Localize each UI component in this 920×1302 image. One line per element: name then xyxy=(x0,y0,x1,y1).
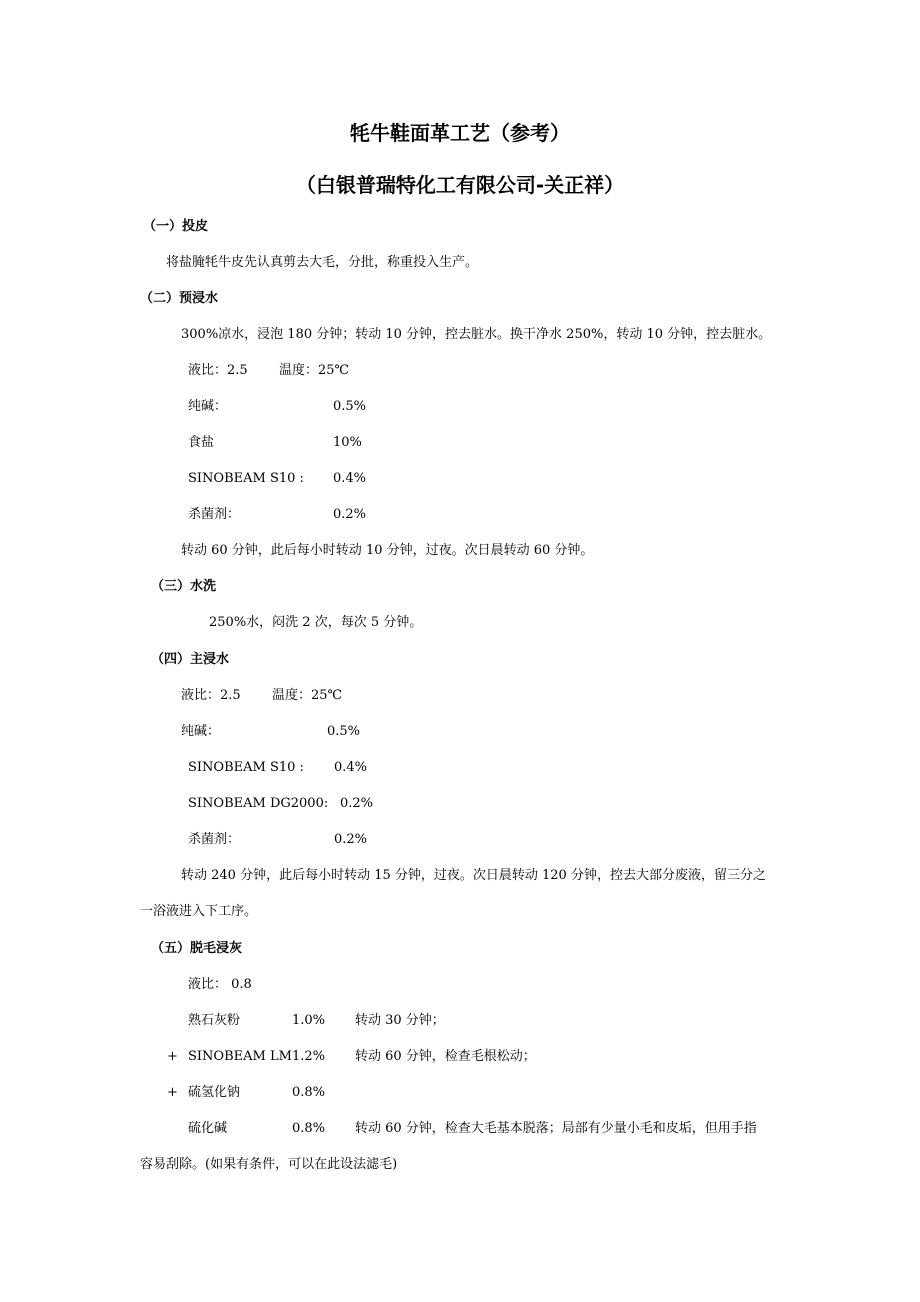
section-2-row-name: 食盐 xyxy=(188,435,215,450)
document-subtitle: （白银普瑞特化工有限公司-关正祥） xyxy=(295,173,625,197)
section-1-text: 将盐腌牦牛皮先认真剪去大毛，分批，称重投入生产。 xyxy=(166,255,479,270)
section-5-row-value: 1.0% xyxy=(292,1013,326,1028)
section-2-temperature: 温度：25℃ xyxy=(279,363,350,378)
section-5-row-name: SINOBEAM LM xyxy=(188,1049,292,1064)
section-5-row-note: 转动 60 分钟，检查大毛基本脱落；局部有少量小毛和皮垢，但用手指 xyxy=(355,1121,757,1136)
section-2-row-value: 0.5% xyxy=(333,399,367,414)
section-5-outro: 容易刮除。(如果有条件，可以在此设法滤毛) xyxy=(140,1157,398,1172)
section-5-row-prefix: + xyxy=(167,1085,178,1100)
section-5-ratio: 液比： 0.8 xyxy=(188,977,252,992)
section-2-outro: 转动 60 分钟，此后每小时转动 10 分钟，过夜。次日晨转动 60 分钟。 xyxy=(181,543,594,558)
section-heading-5: （五）脱毛浸灰 xyxy=(151,941,243,956)
section-heading-1: （一）投皮 xyxy=(143,219,209,234)
section-5-row-value: 0.8% xyxy=(292,1121,326,1136)
section-4-outro-line-2: 一浴液进入下工序。 xyxy=(140,904,258,919)
section-4-row-value: 0.5% xyxy=(327,724,361,739)
section-4-row-value: 0.2% xyxy=(340,796,374,811)
section-4-ratio: 液比：2.5 xyxy=(181,688,241,703)
section-4-row-name: SINOBEAM DG2000: xyxy=(188,796,329,811)
section-5-row-value: 1.2% xyxy=(292,1049,326,1064)
section-2-intro: 300%凉水，浸泡 180 分钟；转动 10 分钟，控去脏水。换干净水 250%，转动 10 分钟，控去脏水。 xyxy=(181,327,772,342)
section-3-text: 250%水，闷洗 2 次，每次 5 分钟。 xyxy=(209,615,423,630)
section-4-row-name: SINOBEAM S10 : xyxy=(188,760,304,775)
section-2-row-value: 10% xyxy=(333,435,362,450)
section-4-outro-line-1: 转动 240 分钟，此后每小时转动 15 分钟，过夜。次日晨转动 120 分钟，控去大部分废液，留三分之 xyxy=(181,868,766,883)
section-5-row-name: 硫氢化钠 xyxy=(188,1085,241,1100)
section-5-row-value: 0.8% xyxy=(292,1085,326,1100)
section-2-row-name: SINOBEAM S10 : xyxy=(188,471,304,486)
section-4-row-value: 0.2% xyxy=(334,832,368,847)
section-4-row-value: 0.4% xyxy=(334,760,368,775)
section-5-row-name: 熟石灰粉 xyxy=(188,1013,241,1028)
section-5-row-name: 硫化碱 xyxy=(188,1121,228,1136)
section-5-row-prefix: + xyxy=(167,1049,178,1064)
section-2-row-value: 0.2% xyxy=(333,507,367,522)
section-5-row-note: 转动 30 分钟； xyxy=(355,1013,445,1028)
document-title: 牦牛鞋面革工艺（参考） xyxy=(350,121,570,145)
section-4-row-name: 纯碱： xyxy=(181,724,221,739)
section-2-row-name: 杀菌剂： xyxy=(188,507,241,522)
section-5-row-note: 转动 60 分钟，检查毛根松动； xyxy=(355,1049,536,1064)
section-2-ratio: 液比：2.5 xyxy=(188,363,248,378)
section-heading-3: （三）水洗 xyxy=(151,579,217,594)
section-2-row-name: 纯碱： xyxy=(188,399,228,414)
section-heading-2: （二）预浸水 xyxy=(140,291,219,306)
section-2-row-value: 0.4% xyxy=(333,471,367,486)
section-4-row-name: 杀菌剂： xyxy=(188,832,241,847)
section-heading-4: （四）主浸水 xyxy=(151,652,230,667)
section-4-temperature: 温度：25℃ xyxy=(272,688,343,703)
